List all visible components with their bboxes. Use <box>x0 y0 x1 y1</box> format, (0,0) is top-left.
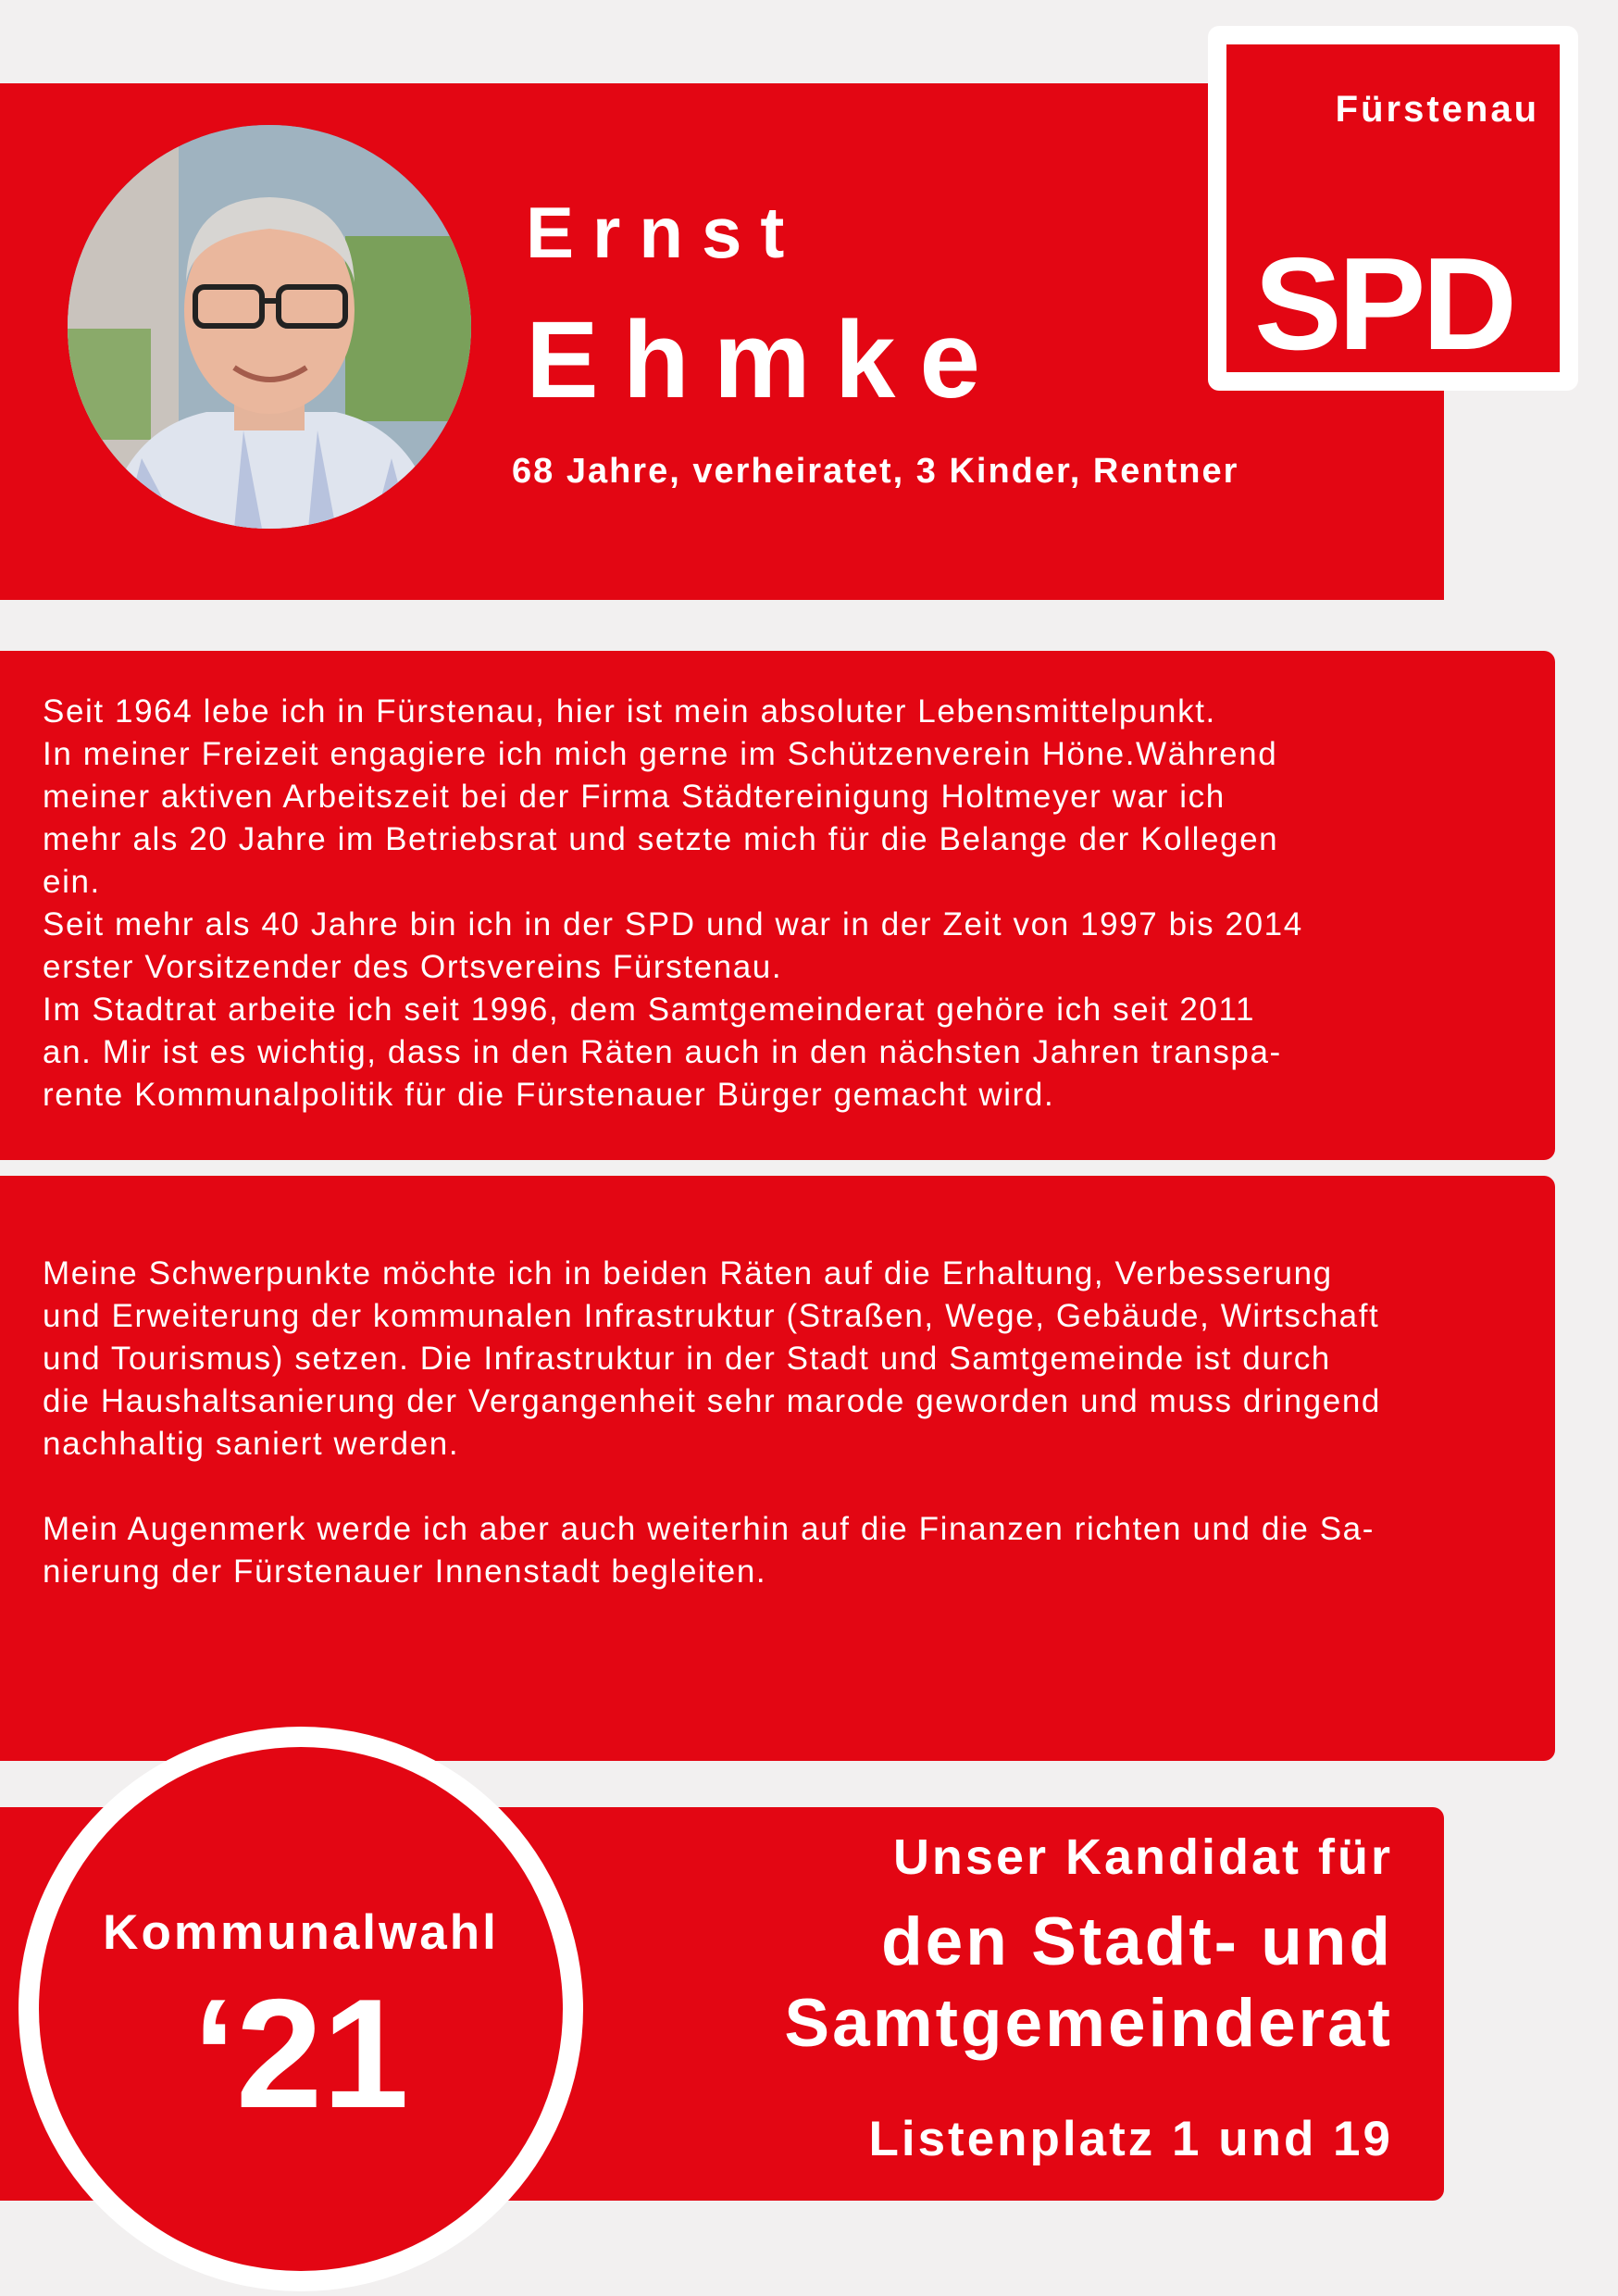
spd-logo <box>1208 26 1578 391</box>
biography-box <box>0 651 1555 1160</box>
logo-town-name: Fürstenau <box>1335 89 1539 130</box>
footer-list-position: Listenplatz 1 und 19 <box>868 2112 1393 2166</box>
election-badge <box>19 1727 583 2291</box>
candidate-bio-line: 68 Jahre, verheiratet, 3 Kinder, Rentner <box>512 452 1239 491</box>
election-badge-inner <box>39 1747 563 2271</box>
priorities-box <box>0 1176 1555 1761</box>
priorities-text: Meine Schwerpunkte möchte ich in beiden Räten auf die Erhaltung, Verbesserung und Erweiterung der kommunalen Infrastruktur (Straßen, Wege, Gebäude, Wirtschaft und Tourismus) setzen. Die Infrastruktur in der Stadt und Samtgemeinde ist durch die Haushaltsanierung der Vergangenheit sehr marode geworden und muss dringend nachhaltig saniert werden. Mein Augenmerk werde ich aber auch weiterhin auf die Finanzen richten und die Sa- nierung der Fürstenauer Innenstadt begleiten. <box>43 1255 1381 1590</box>
footer-council-line: den Stadt- und Samtgemeinderat <box>784 1904 1393 2061</box>
footer-candidate-line: Unser Kandidat für <box>892 1829 1393 1885</box>
spd-logo-field <box>1226 44 1560 378</box>
biography-text: Seit 1964 lebe ich in Fürstenau, hier ist mein absoluter Lebensmittelpunkt. In meiner Freizeit engagiere ich mich gerne im Schützenverein Höne.Während meiner aktiven Arbeitszeit bei der Firma Städtereinigung Holtmeyer war ich mehr als 20 Jahre im Betriebsrat und setzte mich für die Belange der Kollegen ein. Seit mehr als 40 Jahre bin ich in der SPD und war in der Zeit von 1997 bis 2014 erster Vorsitzender des Ortsvereins Fürstenau. Im Stadtrat arbeite ich seit 1996, dem Samtgemeinderat gehöre ich seit 2011 an. Mir ist es wichtig, dass in den Räten auch in den nächsten Jahren transpa- rente Kommunalpolitik für die Fürstenauer Bürger gemacht wird. <box>43 693 1303 1113</box>
candidate-first-name: Ernst <box>526 192 803 273</box>
logo-party-mark: SPD <box>1254 231 1513 378</box>
election-year: ‘21 <box>193 1966 409 2140</box>
candidate-last-name: Ehmke <box>526 299 1004 421</box>
candidate-photo <box>68 125 471 529</box>
election-label: Kommunalwahl <box>103 1905 499 1960</box>
